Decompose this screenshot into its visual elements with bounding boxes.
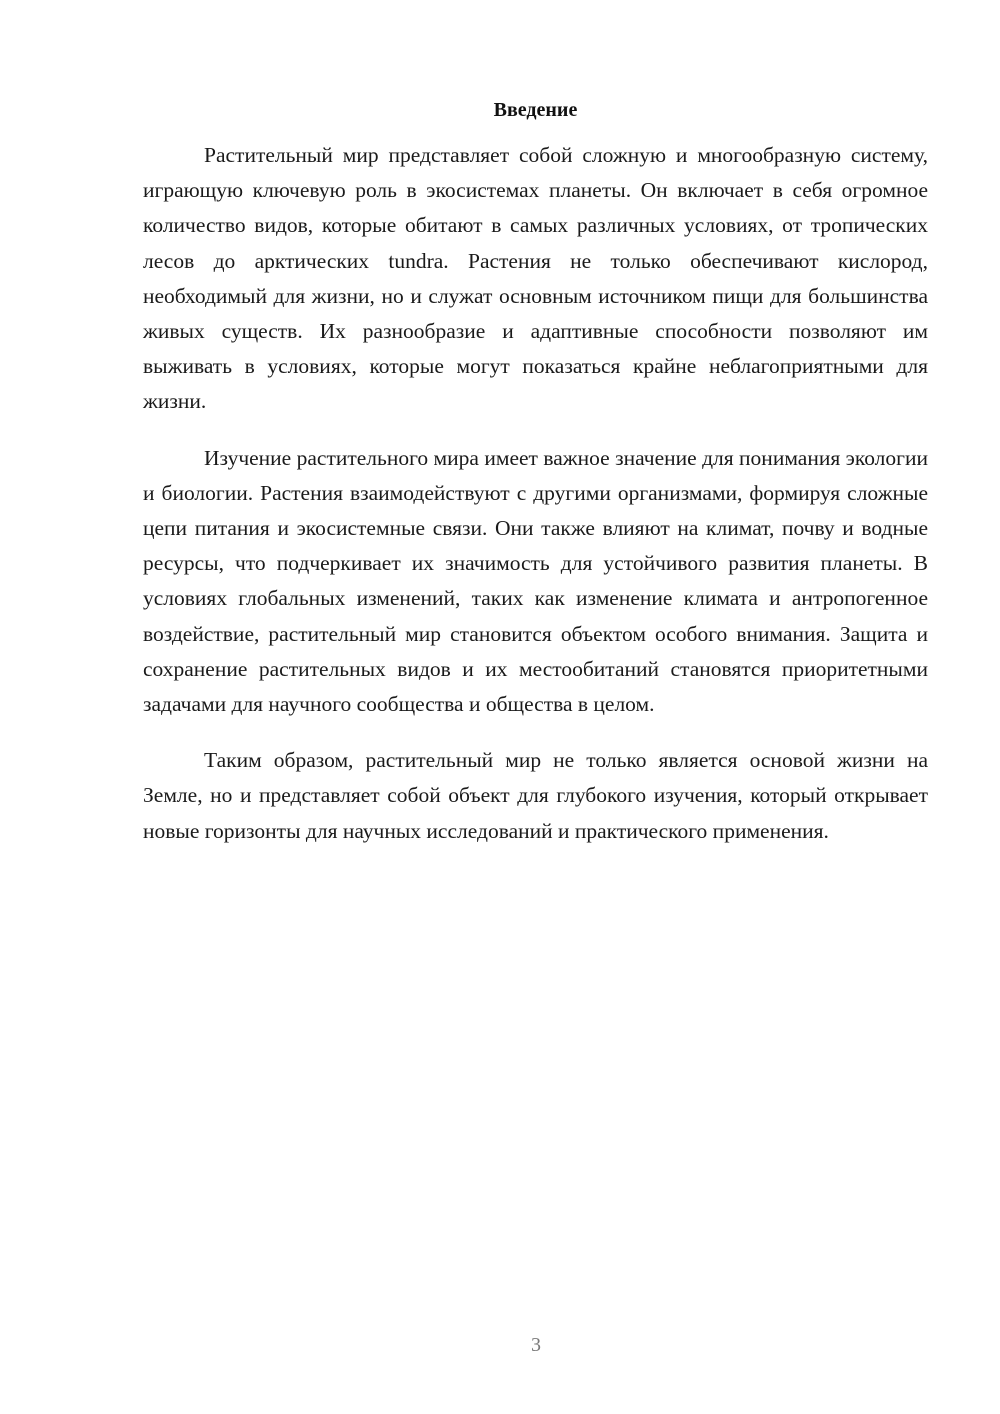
page-number: 3 <box>531 1334 541 1356</box>
paragraph-2: Изучение растительного мира имеет важное значение для понимания экологии и биологии. Растения взаимодействуют с другими организмами, формируя сложные цепи питания и экосистемные связи. Они также влияют на климат, почву и водные ресурсы, что подчеркивает их значимость для устойчивого развития планеты. В условиях глобальных изменений, таких как изменение климата и антропогенное воздействие, растительный мир становится объектом особого внимания. Защита и сохранение растительных видов и их местообитаний становятся приоритетными задачами для научного сообщества и общества в целом. <box>143 445 928 717</box>
page-content <box>143 96 928 870</box>
section-title: Введение <box>493 99 578 121</box>
paragraph-1: Растительный мир представляет собой сложную и многообразную систему, играющую ключевую роль в экосистемах планеты. Он включает в себя огромное количество видов, которые обитают в самых различных условиях, от тропических лесов до арктических tundra. Растения не только обеспечивают кислород, необходимый для жизни, но и служат основным источником пищи для большинства живых существ. Их разнообразие и адаптивные способности позволяют им выживать в условиях, которые могут показаться крайне неблагоприятными для жизни. <box>143 143 928 414</box>
paragraph-3: Таким образом, растительный мир не только является основой жизни на Земле, но и представляет собой объект для глубокого изучения, который открывает новые горизонты для научных исследований и практического применения. <box>143 748 928 843</box>
